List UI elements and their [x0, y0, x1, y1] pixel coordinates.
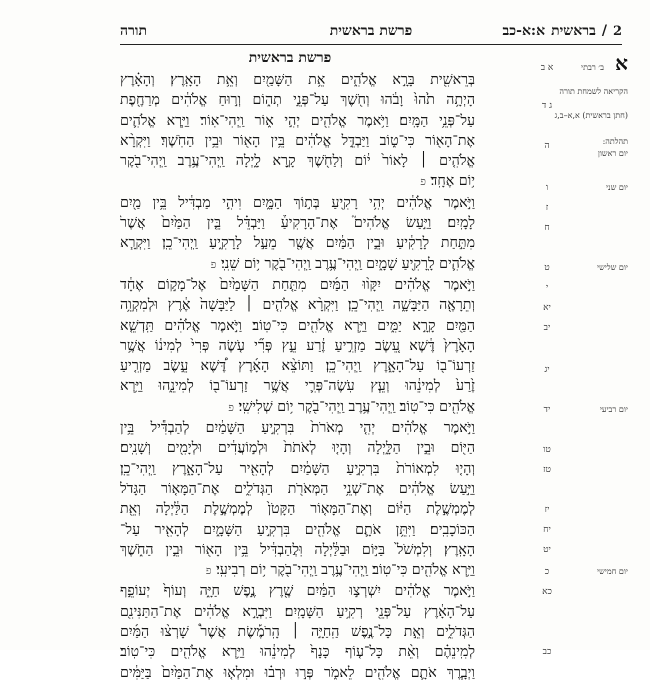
page-number: 2	[612, 23, 622, 39]
text-line: לְמִֽינֵהֶ֗ם וְאֵ֨ת כָּל־ע֤וֹף כָּנָף֙ לְמִינֵ֔הוּ וַיַּ֥רְא אֱלֹהִ֖ים כִּי־טֽוֹב׃	[120, 644, 475, 661]
verse-number: ז	[545, 203, 549, 213]
margin-note-day-one: יום ראשון	[597, 149, 628, 158]
verse-number: ג ד	[541, 101, 553, 111]
header-chapter-range: א:א-כב	[502, 22, 546, 39]
text-line-content: אֱלֹהִ֛ים לָֽרָקִ֖יעַ שָׁמָ֑יִם וַֽיְהִי־עֶ֥רֶב וַֽיְהִי־בֹ֖קֶר י֥וֹם שֵׁנִֽי׃	[220, 255, 475, 272]
torah-text	[120, 70, 475, 683]
header-parasha: פרשת בראשית	[329, 22, 413, 39]
text-line	[120, 171, 475, 192]
verse-number: יט	[543, 545, 551, 555]
running-header	[120, 20, 622, 42]
margin-note-simchat-torah: הקריאה לשמחת תורה	[559, 87, 628, 96]
verse-number: כב	[542, 647, 552, 657]
parasha-title: פרשת בראשית	[248, 50, 332, 66]
chapter-marker: א	[615, 51, 628, 75]
text-line: מִתַּ֣חַת לָרָקִ֔יעַ וּבֵ֣ין הַמַּ֔יִם אֲשֶׁ֖ר מֵעַ֣ל לָרָקִ֑יעַ וַֽיְהִי־כֵֽן׃ וַיִּקְרָ֧א	[120, 235, 475, 252]
text-line	[120, 397, 475, 418]
margin-note-large-bet: ב׳ רבתי	[580, 63, 604, 72]
text-line	[120, 560, 475, 581]
text-line-content: י֥וֹם אֶחָֽד׃	[430, 173, 475, 190]
margin-note-day-five: יום חמישי	[596, 567, 628, 576]
text-line-content: אֱלֹהִ֖ים כִּי־טֽוֹב׃ וַֽיְהִי־עֶ֥רֶב וַֽיְהִי־בֹ֖קֶר י֥וֹם שְׁלִישִֽׁי׃	[238, 398, 475, 415]
verse-number: יד	[543, 405, 551, 415]
header-divider: /	[601, 23, 607, 39]
header-section-title: תורה	[120, 22, 148, 39]
verse-number: טז	[543, 465, 551, 475]
text-line: הַגְּדֹלִ֑ים וְאֵ֣ת כָּל־נֶ֣פֶשׁ הַֽחַיָּ֣ה ׀ הָֽרֹמֶ֡שֶׂת אֲשֶׁר֩ שָׁרְצ֨וּ הַמַּ֜יִם	[120, 624, 475, 641]
petucha-mark: פ	[205, 564, 212, 578]
verse-number: יב	[543, 323, 551, 333]
text-line: וַיֹּ֣אמֶר אֱלֹהִ֔ים יְהִ֥י רָקִ֖יעַ בְּת֣וֹךְ הַמָּ֑יִם וִיהִ֣י מַבְדִּ֔יל בֵּ֥ין מַ֖יִם	[120, 194, 475, 211]
text-line: וְתֵרָאֶ֖ה הַיַּבָּשָׁ֑ה וַֽיְהִי־כֵֽן׃ וַיִּקְרָ֨א אֱלֹהִ֤ים ׀ לַיַּבָּשָׁה֙ אֶ֔רֶץ וּלְמִקְוֵ֥ה	[120, 297, 475, 314]
margin-note-day-three: יום שלישי	[597, 263, 628, 272]
text-line: זֶ֙רַע֙ לְמִינֵ֔הוּ וְעֵ֧ץ עֹֽשֶׂה־פְּרִ֛י אֲשֶׁ֥ר זַרְעוֹ־ב֖וֹ לְמִינֵ֑הוּ וַיַּ֥רְא	[120, 378, 475, 395]
text-line-content: וַיַּ֥רְא אֱלֹהִ֖ים כִּי־טֽוֹב׃ וַֽיְהִי־עֶ֥רֶב וַֽיְהִי־בֹ֖קֶר י֥וֹם רְבִיעִֽי׃	[216, 562, 475, 579]
text-line: הַכּוֹכָבִֽים׃ וַיִּתֵּ֥ן אֹתָ֛ם אֱלֹהִ֖ים בִּרְקִ֣יעַ הַשָּׁמָ֑יִם לְהָאִ֖יר עַל־	[120, 521, 475, 538]
verse-number: יח	[543, 525, 551, 535]
text-line: זַרְעוֹ־ב֖וֹ עַל־הָאָ֑רֶץ וַֽיְהִי־כֵֽן׃ וַתּוֹצֵ֨א הָאָ֜רֶץ דֶּ֠שֶׁא עֵ֣שֶׂב מַזְרִ֤יעַ	[120, 358, 475, 375]
verse-number: כ	[544, 567, 550, 577]
text-line: אֶת־הָא֖וֹר כִּי־ט֑וֹב וַיַּבְדֵּ֣ל אֱלֹהִ֔ים בֵּ֥ין הָא֖וֹר וּבֵ֥ין הַחֹֽשֶׁךְ׃ וַיִּקְרָ֨א	[120, 132, 475, 149]
text-line: לְמֶמְשֶׁ֣לֶת הַיּ֔וֹם וְאֶת־הַמָּא֤וֹר הַקָּטֹן֙ לְמֶמְשֶׁ֣לֶת הַלַּ֔יְלָה וְאֵ֖ת	[120, 501, 475, 518]
verse-number: ו	[545, 183, 549, 193]
petucha-mark: פ	[210, 257, 217, 271]
petucha-mark: פ	[228, 400, 234, 414]
verse-number: א ב	[540, 63, 554, 73]
verse-number: י	[545, 283, 549, 293]
text-line: הָאָ֙רֶץ֙ דֶּ֔שֶׁא עֵ֚שֶׂב מַזְרִ֣יעַ זֶ֔רַע עֵ֣ץ פְּרִ֞י עֹ֤שֶׂה פְּרִי֙ לְמִינ֔וֹ אֲשֶׁ֥ר	[120, 337, 475, 354]
text-line: עַל־פְּנֵ֥י הַמָּֽיִם׃ וַיֹּ֥אמֶר אֱלֹהִ֖ים יְהִ֣י א֑וֹר וַֽיְהִי־אֽוֹר׃ וַיַּ֧רְא אֱלֹהִ֛ים	[120, 112, 475, 129]
margin-note-day-four: יום רביעי	[599, 405, 628, 414]
verse-number: יג	[544, 365, 550, 375]
text-line	[120, 254, 475, 275]
text-line: וַיְבָ֧רֶךְ אֹתָ֛ם אֱלֹהִ֖ים לֵאמֹ֑ר פְּר֣וּ וּרְב֗וּ וּמִלְא֤וּ אֶת־הַמַּ֙יִם֙ בַּיַּמִּ֔ים	[120, 664, 475, 681]
text-line: וַיַּ֣עַשׂ אֱלֹהִ֔ים אֶת־שְׁנֵ֥י הַמְּאֹרֹ֖ת הַגְּדֹלִ֑ים אֶת־הַמָּא֤וֹר הַגָּדֹל֙	[120, 480, 475, 497]
text-line: בְּרֵאשִׁ֖ית בָּרָ֣א אֱלֹהִ֑ים אֵ֥ת הַשָּׁמַ֖יִם וְאֵ֥ת הָאָֽרֶץ׃ וְהָאָ֗רֶץ	[120, 72, 475, 88]
text-line: לָמָֽיִם׃ וַיַּ֣עַשׂ אֱלֹהִים֮ אֶת־הָרָקִיעַ֒ וַיַּבְדֵּ֗ל בֵּ֤ין הַמַּ֙יִם֙ אֲשֶׁר֙	[120, 215, 475, 232]
text-line: אֱלֹהִ֤ים ׀ לָאוֹר֙ י֔וֹם וְלַחֹ֖שֶׁךְ קָ֣רָא לָ֑יְלָה וַֽיְהִי־עֶ֥רֶב וַֽיְהִי־בֹ֖קֶר	[120, 153, 475, 170]
text-line: עַל־הָאָ֔רֶץ עַל־פְּנֵ֖י רְקִ֥יעַ הַשָּׁמָֽיִם׃ וַיִּבְרָ֣א אֱלֹהִ֔ים אֶת־הַתַּנִּינִ֖ם	[120, 603, 475, 620]
verse-number: טו	[543, 445, 551, 455]
verse-number: ח	[544, 223, 550, 233]
margin-note-day-two: יום שני	[605, 183, 628, 192]
text-line: וַיֹּ֣אמֶר אֱלֹהִ֗ים יִקָּו֨וּ הַמַּ֜יִם מִתַּ֤חַת הַשָּׁמַ֙יִם֙ אֶל־מָק֣וֹם אֶחָ֔ד	[120, 276, 475, 293]
header-book: בראשית	[551, 22, 596, 39]
text-line: הָאָֽרֶץ׃ וְלִמְשֹׁל֙ בַּיּ֣וֹם וּבַלַּ֔יְלָה וּֽלֲהַבְדִּ֔יל בֵּ֥ין הָא֖וֹר וּבֵ֣ין הַחֹ֑שֶׁךְ	[120, 541, 475, 558]
header-rule	[120, 44, 622, 45]
header-right	[503, 23, 622, 40]
verse-number: יא	[543, 303, 551, 313]
text-line: וַיֹּ֣אמֶר אֱלֹהִ֗ים יְהִ֤י מְאֹרֹת֙ בִּרְקִ֣יעַ הַשָּׁמַ֔יִם לְהַבְדִּ֕יל בֵּ֥ין	[120, 420, 475, 437]
verse-number: ט	[544, 263, 550, 273]
text-line: וַיֹּ֣אמֶר אֱלֹהִ֔ים יִשְׁרְצ֣וּ הַמַּ֔יִם שֶׁ֖רֶץ נֶ֣פֶשׁ חַיָּ֑ה וְעוֹף֙ יְעוֹפֵ֣ף	[120, 583, 475, 600]
text-line: הַיּ֖וֹם וּבֵ֣ין הַלָּ֑יְלָה וְהָי֤וּ לְאֹתֹת֙ וּלְמ֣וֹעֲדִ֔ים וּלְיָמִ֖ים וְשָׁנִֽים׃	[120, 440, 475, 457]
text-line: הַמַּ֖יִם קָרָ֣א יַמִּ֑ים וַיַּ֥רְא אֱלֹהִ֖ים כִּי־טֽוֹב׃ וַיֹּ֣אמֶר אֱלֹהִ֗ים תַּֽדְשֵׁ֤א	[120, 317, 475, 334]
verse-number: כא	[542, 587, 552, 597]
verse-number: ה	[544, 141, 550, 151]
text-line: וְהָי֤וּ לִמְאוֹרֹת֙ בִּרְקִ֣יעַ הַשָּׁמַ֔יִם לְהָאִ֖יר עַל־הָאָ֑רֶץ וַֽיְהִי־כֵֽן׃	[120, 460, 475, 477]
verse-number: יז	[544, 505, 550, 515]
margin-note-tehilata: תהלתה:	[602, 137, 628, 146]
petucha-mark: פ	[420, 175, 427, 189]
text-line: הָיְתָ֥ה תֹ֙הוּ֙ וָבֹ֔הוּ וְחֹ֖שֶׁךְ עַל־פְּנֵ֣י תְה֑וֹם וְר֣וּחַ אֱלֹהִ֔ים מְרַחֶ֖פֶת	[120, 92, 475, 109]
margin-note-chatan-bereshit: (חתן בראשית) א,א–ב,ג	[554, 111, 628, 120]
